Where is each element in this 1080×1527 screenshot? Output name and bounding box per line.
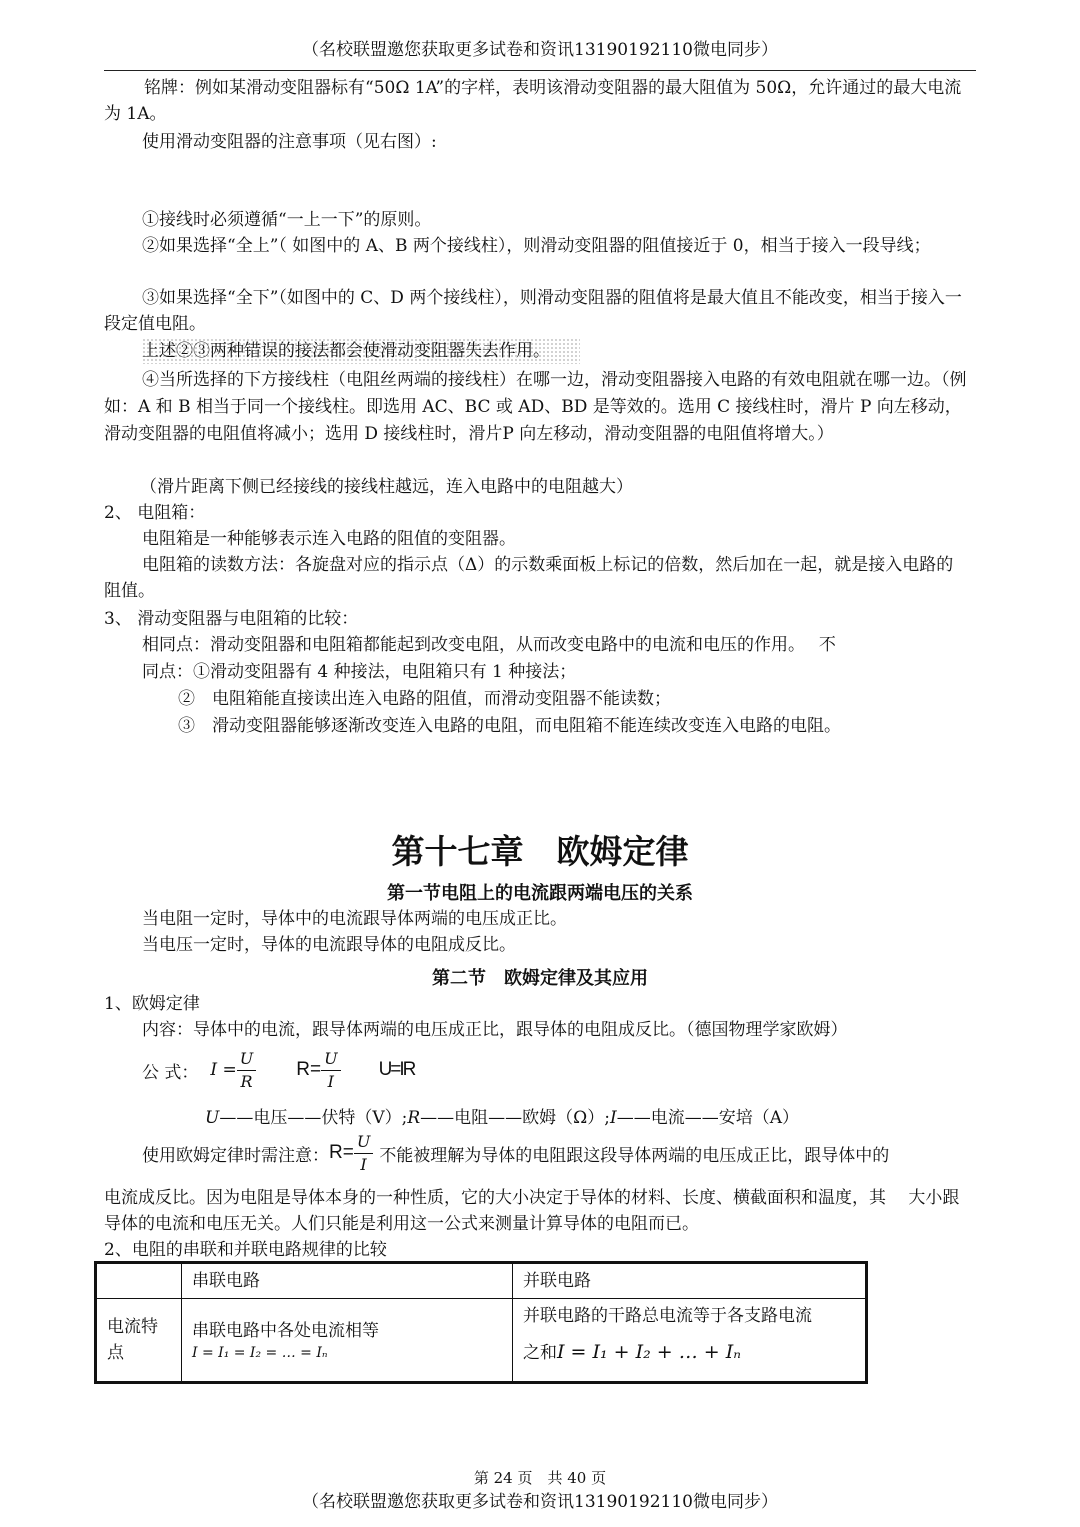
chapter-title: 第十七章 欧姆定律 bbox=[391, 832, 689, 871]
section-1-line-2: 当电压一定时，导体的电流跟导体的电阻成反比。 bbox=[142, 935, 516, 955]
formula-3: U=IR bbox=[378, 1059, 415, 1080]
table-row-label: 电流特点 bbox=[96, 1299, 182, 1383]
table-row bbox=[96, 1299, 867, 1383]
series-parallel-table bbox=[94, 1261, 868, 1384]
section-2-title: 第二节 欧姆定律及其应用 bbox=[432, 968, 648, 989]
units-i-desc: ——电流——安培（A） bbox=[616, 1108, 799, 1128]
section-1-title: 第一节电阻上的电流跟两端电压的关系 bbox=[387, 883, 693, 904]
formula-1-fraction bbox=[237, 1048, 256, 1093]
ohm-note-continuation: 电流成反比。因为电阻是导体本身的一种性质，它的大小决定于导体的材料、长度、横截面积和温度，其 大小跟导体的电流和电压无关。人们只能是利用这一公式来测量计算导体的电阻而已。 bbox=[104, 1188, 960, 1234]
rule-2: ②如果选择“全上”（ 如图中的 A、B 两个接线柱），则滑动变阻器的阻值接近于 0，相当于接入一段导线； bbox=[142, 236, 931, 256]
page-number: 第 24 页 共 40 页 bbox=[473, 1469, 607, 1487]
parallel-formula-line bbox=[523, 1339, 855, 1366]
nameplate-text: 铭牌：例如某滑动变阻器标有“50Ω 1A”的字样，表明该滑动变阻器的最大阻值为 50Ω，允许通过的最大电流为 1A。 bbox=[104, 78, 962, 124]
units-r-desc: ——电阻——欧姆（Ω）; bbox=[420, 1108, 610, 1128]
header-promo: （名校联盟邀您获取更多试卷和资讯13190192110微电同步） bbox=[302, 40, 778, 60]
slider-tip: （滑片距离下侧已经接线的接线柱越远，连入电路中的电阻越大） bbox=[140, 477, 633, 497]
rule-3: ③如果选择“全下”（如图中的 C、D 两个接线柱），则滑动变阻器的阻值将是最大值且不能改变，相当于接入一段定值电阻。 bbox=[104, 288, 962, 334]
series-text: 串联电路中各处电流相等 bbox=[192, 1321, 379, 1341]
formula-1-lhs: I = bbox=[210, 1060, 237, 1080]
table-header-row bbox=[96, 1263, 867, 1299]
comparison-diff-1: 同点：①滑动变阻器有 4 种接法，电阻箱只有 1 种接法； bbox=[142, 662, 577, 682]
comparison-diff-3: ③ 滑动变阻器能够逐渐改变连入电路的电阻，而电阻箱不能连续改变连入电路的电阻。 bbox=[178, 716, 841, 736]
formula-2-fraction bbox=[321, 1048, 340, 1093]
footer-promo: （名校联盟邀您获取更多试卷和资讯13190192110微电同步） bbox=[302, 1492, 778, 1512]
ohm-note-prefix: 使用欧姆定律时需注意： bbox=[142, 1145, 329, 1166]
comparison-diff-2: ② 电阻箱能直接读出连入电路的阻值，而滑动变阻器不能读数； bbox=[178, 689, 671, 709]
formula-row bbox=[142, 1045, 414, 1095]
formula-1-denominator: R bbox=[240, 1071, 253, 1091]
note-formula-numerator: U bbox=[354, 1131, 373, 1154]
table-header-parallel: 并联电路 bbox=[513, 1263, 867, 1299]
compare-heading: 2、电阻的串联和并联电路规律的比较 bbox=[104, 1240, 387, 1260]
units-line bbox=[205, 1103, 799, 1128]
rule-1: ①接线时必须遵循“一上一下”的原则。 bbox=[142, 210, 432, 230]
resistance-box-def: 电阻箱是一种能够表示连入电路的阻值的变阻器。 bbox=[142, 529, 516, 549]
rule-summary: 上述②③两种错误的接法都会使滑动变阻器失去作用。 bbox=[142, 338, 580, 364]
note-formula-fraction bbox=[354, 1131, 373, 1176]
resistance-box-heading: 2、 电阻箱： bbox=[104, 503, 206, 523]
header-rule bbox=[104, 70, 976, 71]
table-parallel-cell bbox=[513, 1299, 867, 1383]
table-corner-cell bbox=[96, 1263, 182, 1299]
ohm-note-line bbox=[142, 1128, 889, 1178]
rule-4: ④当所选择的下方接线柱（电阻丝两端的接线柱）在哪一边，滑动变阻器接入电路的有效电阻就在哪一边。（例如：A 和 B 相当于同一个接线柱。即选用 AC、BC 或 AD、BD 是等效的。选用 C 接线柱时，滑片 P 向左移动，滑动变阻器的电阻值将减小；选用 D 接线柱时，滑片P 向左移动，滑动变阻器的电阻值将增大。） bbox=[104, 370, 967, 444]
units-r-symbol: R bbox=[407, 1108, 421, 1128]
note-formula-denominator: I bbox=[360, 1154, 367, 1174]
units-u-desc: ——电压——伏特（V）; bbox=[219, 1108, 408, 1128]
table-series-cell bbox=[182, 1299, 513, 1383]
parallel-formula: I = I₁ + I₂ + … + Iₙ bbox=[557, 1341, 741, 1363]
section-1-line-1: 当电阻一定时，导体中的电流跟导体两端的电压成正比。 bbox=[142, 909, 567, 929]
table-header-series: 串联电路 bbox=[182, 1263, 513, 1299]
formula-label: 公 式： bbox=[142, 1062, 199, 1083]
series-formula: I = I₁ = I₂ = … = Iₙ bbox=[192, 1345, 328, 1361]
notes-title: 使用滑动变阻器的注意事项（见右图）: bbox=[142, 132, 437, 152]
comparison-same: 相同点：滑动变阻器和电阻箱都能起到改变电阻，从而改变电路中的电流和电压的作用。 不 bbox=[142, 635, 836, 655]
formula-1-numerator: U bbox=[237, 1048, 256, 1071]
note-formula-lhs: R= bbox=[329, 1142, 354, 1163]
parallel-prefix: 之和 bbox=[523, 1343, 557, 1363]
resistance-box-reading: 电阻箱的读数方法：各旋盘对应的指示点（Δ）的示数乘面板上标记的倍数，然后加在一起，就是接入电路的 阻值。 bbox=[104, 555, 971, 601]
formula-2-numerator: U bbox=[321, 1048, 340, 1071]
ohm-law-content: 内容：导体中的电流，跟导体两端的电压成正比，跟导体的电阻成反比。（德国物理学家欧姆） bbox=[142, 1020, 848, 1040]
ohm-note-rest: 不能被理解为导体的电阻跟这段导体两端的电压成正比，跟导体中的 bbox=[379, 1145, 890, 1166]
units-i-symbol: I bbox=[609, 1108, 617, 1128]
comparison-heading: 3、 滑动变阻器与电阻箱的比较： bbox=[104, 609, 359, 629]
formula-2-lhs: R= bbox=[296, 1059, 322, 1080]
units-u-symbol: U bbox=[205, 1108, 220, 1128]
formula-2-denominator: I bbox=[327, 1071, 334, 1091]
parallel-text: 并联电路的干路总电流等于各支路电流 bbox=[523, 1306, 812, 1326]
ohm-law-heading: 1、欧姆定律 bbox=[104, 994, 200, 1014]
